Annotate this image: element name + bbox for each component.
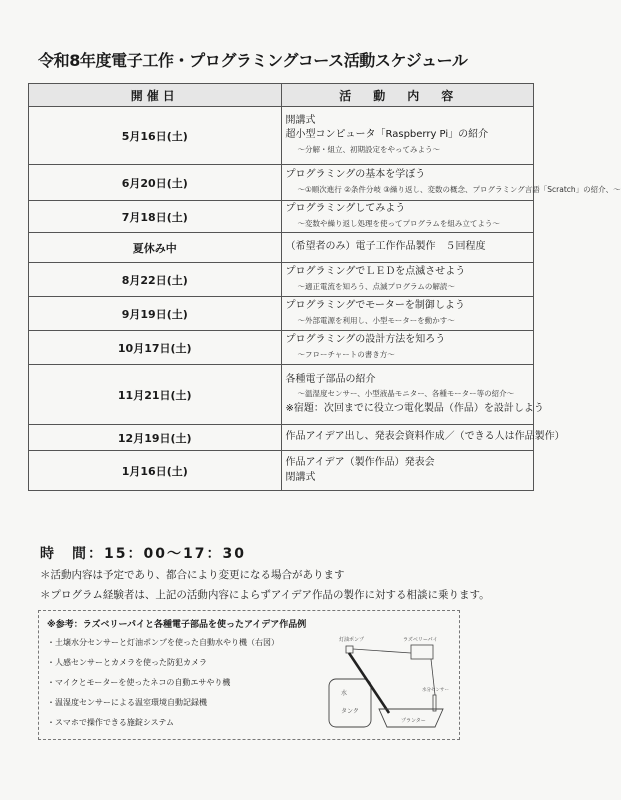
activity-line: 開講式 [285, 114, 316, 126]
hose-icon [349, 653, 389, 713]
list-item: ・ スマホで操作できる施錠システム [47, 713, 307, 733]
tank-water-mark: 水 [341, 690, 348, 697]
note-experienced: ＊プログラム経験者は、上記の活動内容によらずアイデア作品の製作に対する相談に乗ります。 [40, 589, 490, 601]
reference-box [38, 610, 460, 740]
activity-detail: ～フローチャートの書き方～ [297, 349, 395, 359]
schedule-table [28, 83, 621, 491]
table-header-row [29, 84, 534, 107]
activity-line: （希望者のみ）電子工作作品製作 ５回程度 [285, 241, 486, 253]
table-row [29, 425, 534, 451]
schedule-date: 11月21日(土) [29, 365, 282, 425]
schedule-date: 夏休み中 [29, 233, 282, 263]
table-row [29, 263, 534, 297]
schedule-body [29, 107, 621, 491]
schedule-date: 10月17日(土) [29, 331, 282, 365]
watering-machine-diagram [319, 631, 455, 736]
wire-pump-raspi [353, 649, 411, 653]
activity-line: プログラミングでモーターを制御しよう [285, 300, 465, 311]
activity-detail: ～外部電源を利用し、小型モーターを動かす～ [297, 315, 455, 325]
activity-line: 閉講式 [285, 471, 316, 483]
activity-line: プログラミングの設計方法を知ろう [285, 334, 446, 345]
activity-line: プログラミングの基本を学ぼう [285, 169, 426, 180]
list-item: ・ マイクとモーターを使ったネコの自動エサやり機 [47, 673, 307, 693]
schedule-date: 6月20日(土) [29, 165, 282, 201]
activity-line: プログラミングしてみよう [285, 203, 406, 214]
table-row [29, 451, 534, 491]
list-item: ・ 人感センサーとカメラを使った防犯カメラ [47, 653, 307, 673]
activity-line: 作品アイデア出し、発表会資料作成／（できる人は作品製作） [285, 431, 565, 443]
table-row [29, 297, 534, 331]
raspi-board-icon [411, 645, 433, 659]
table-row [29, 233, 534, 263]
reference-heading: ※参考：ラズベリーパイと各種電子部品を使ったアイデア作品例 [47, 620, 307, 630]
activity-line: プログラミングでＬＥＤを点滅させよう [285, 266, 466, 277]
activity-detail: ～分解・組立、初期設定をやってみよう～ [297, 144, 440, 154]
schedule-date: 1月16日(土) [29, 451, 282, 491]
schedule-date: 7月18日(土) [29, 201, 282, 233]
schedule-activity [281, 263, 534, 297]
schedule-date: 5月16日(土) [29, 107, 282, 165]
page-title: 令和8年度電子工作・プログラミングコース活動スケジュール [38, 51, 468, 70]
schedule-date: 9月19日(土) [29, 297, 282, 331]
activity-line: ※宿題：次回までに役立つ電化製品（作品）を設計しよう [285, 402, 544, 414]
header-activity: 活動内容 [281, 84, 534, 107]
activity-detail: ～適正電流を知ろう、点滅プログラムの解読～ [297, 281, 455, 291]
activity-detail: ～①順次進行 ②条件分岐 ③繰り返し、変数の概念、プログラミング言語「Scratch」の紹介、～ [297, 184, 621, 194]
reference-list [47, 633, 307, 733]
tank-icon [329, 679, 371, 727]
pump-icon [346, 646, 353, 653]
pump-label: 灯油ポンプ [339, 637, 365, 643]
activity-detail: ～温湿度センサー、小型液晶モニター、各種モーター等の紹介～ [297, 389, 515, 399]
schedule-date: 8月22日(土) [29, 263, 282, 297]
schedule-activity [281, 451, 534, 491]
schedule-activity [281, 425, 565, 451]
planter-label: プランター [401, 718, 426, 724]
schedule-activity [281, 365, 544, 425]
tank-label: タンク [341, 708, 359, 715]
schedule-activity [281, 107, 534, 165]
table-row [29, 201, 534, 233]
sensor-label: 水分センサー [422, 688, 449, 693]
schedule-activity [281, 201, 534, 233]
time-info: 時 間：15：00～17：30 [40, 546, 246, 562]
schedule-date: 12月19日(土) [29, 425, 282, 451]
table-row [29, 165, 534, 201]
activity-detail: ～変数や繰り返し処理を使ってプログラムを組み立てよう～ [297, 218, 500, 228]
list-item: ・ 土壌水分センサーと灯油ポンプを使った自動水やり機（右図） [47, 633, 307, 653]
note-schedule-change: ＊活動内容は予定であり、都合により変更になる場合があります [40, 569, 345, 581]
raspi-label: ラズベリーパイ [403, 637, 438, 643]
activity-line: 各種電子部品の紹介 [285, 373, 376, 385]
activity-line: 作品アイデア（製作作品）発表会 [285, 457, 435, 468]
schedule-activity [281, 165, 621, 201]
schedule-activity [281, 331, 534, 365]
table-row [29, 107, 534, 165]
table-row [29, 331, 534, 365]
schedule-activity [281, 233, 534, 263]
schedule-activity [281, 297, 534, 331]
header-date: 開催日 [29, 84, 282, 107]
table-row [29, 365, 534, 425]
list-item: ・ 温湿度センサーによる温室環境自動記録機 [47, 693, 307, 713]
activity-line: 超小型コンピュータ「Raspberry Pi」の紹介 [285, 129, 489, 141]
